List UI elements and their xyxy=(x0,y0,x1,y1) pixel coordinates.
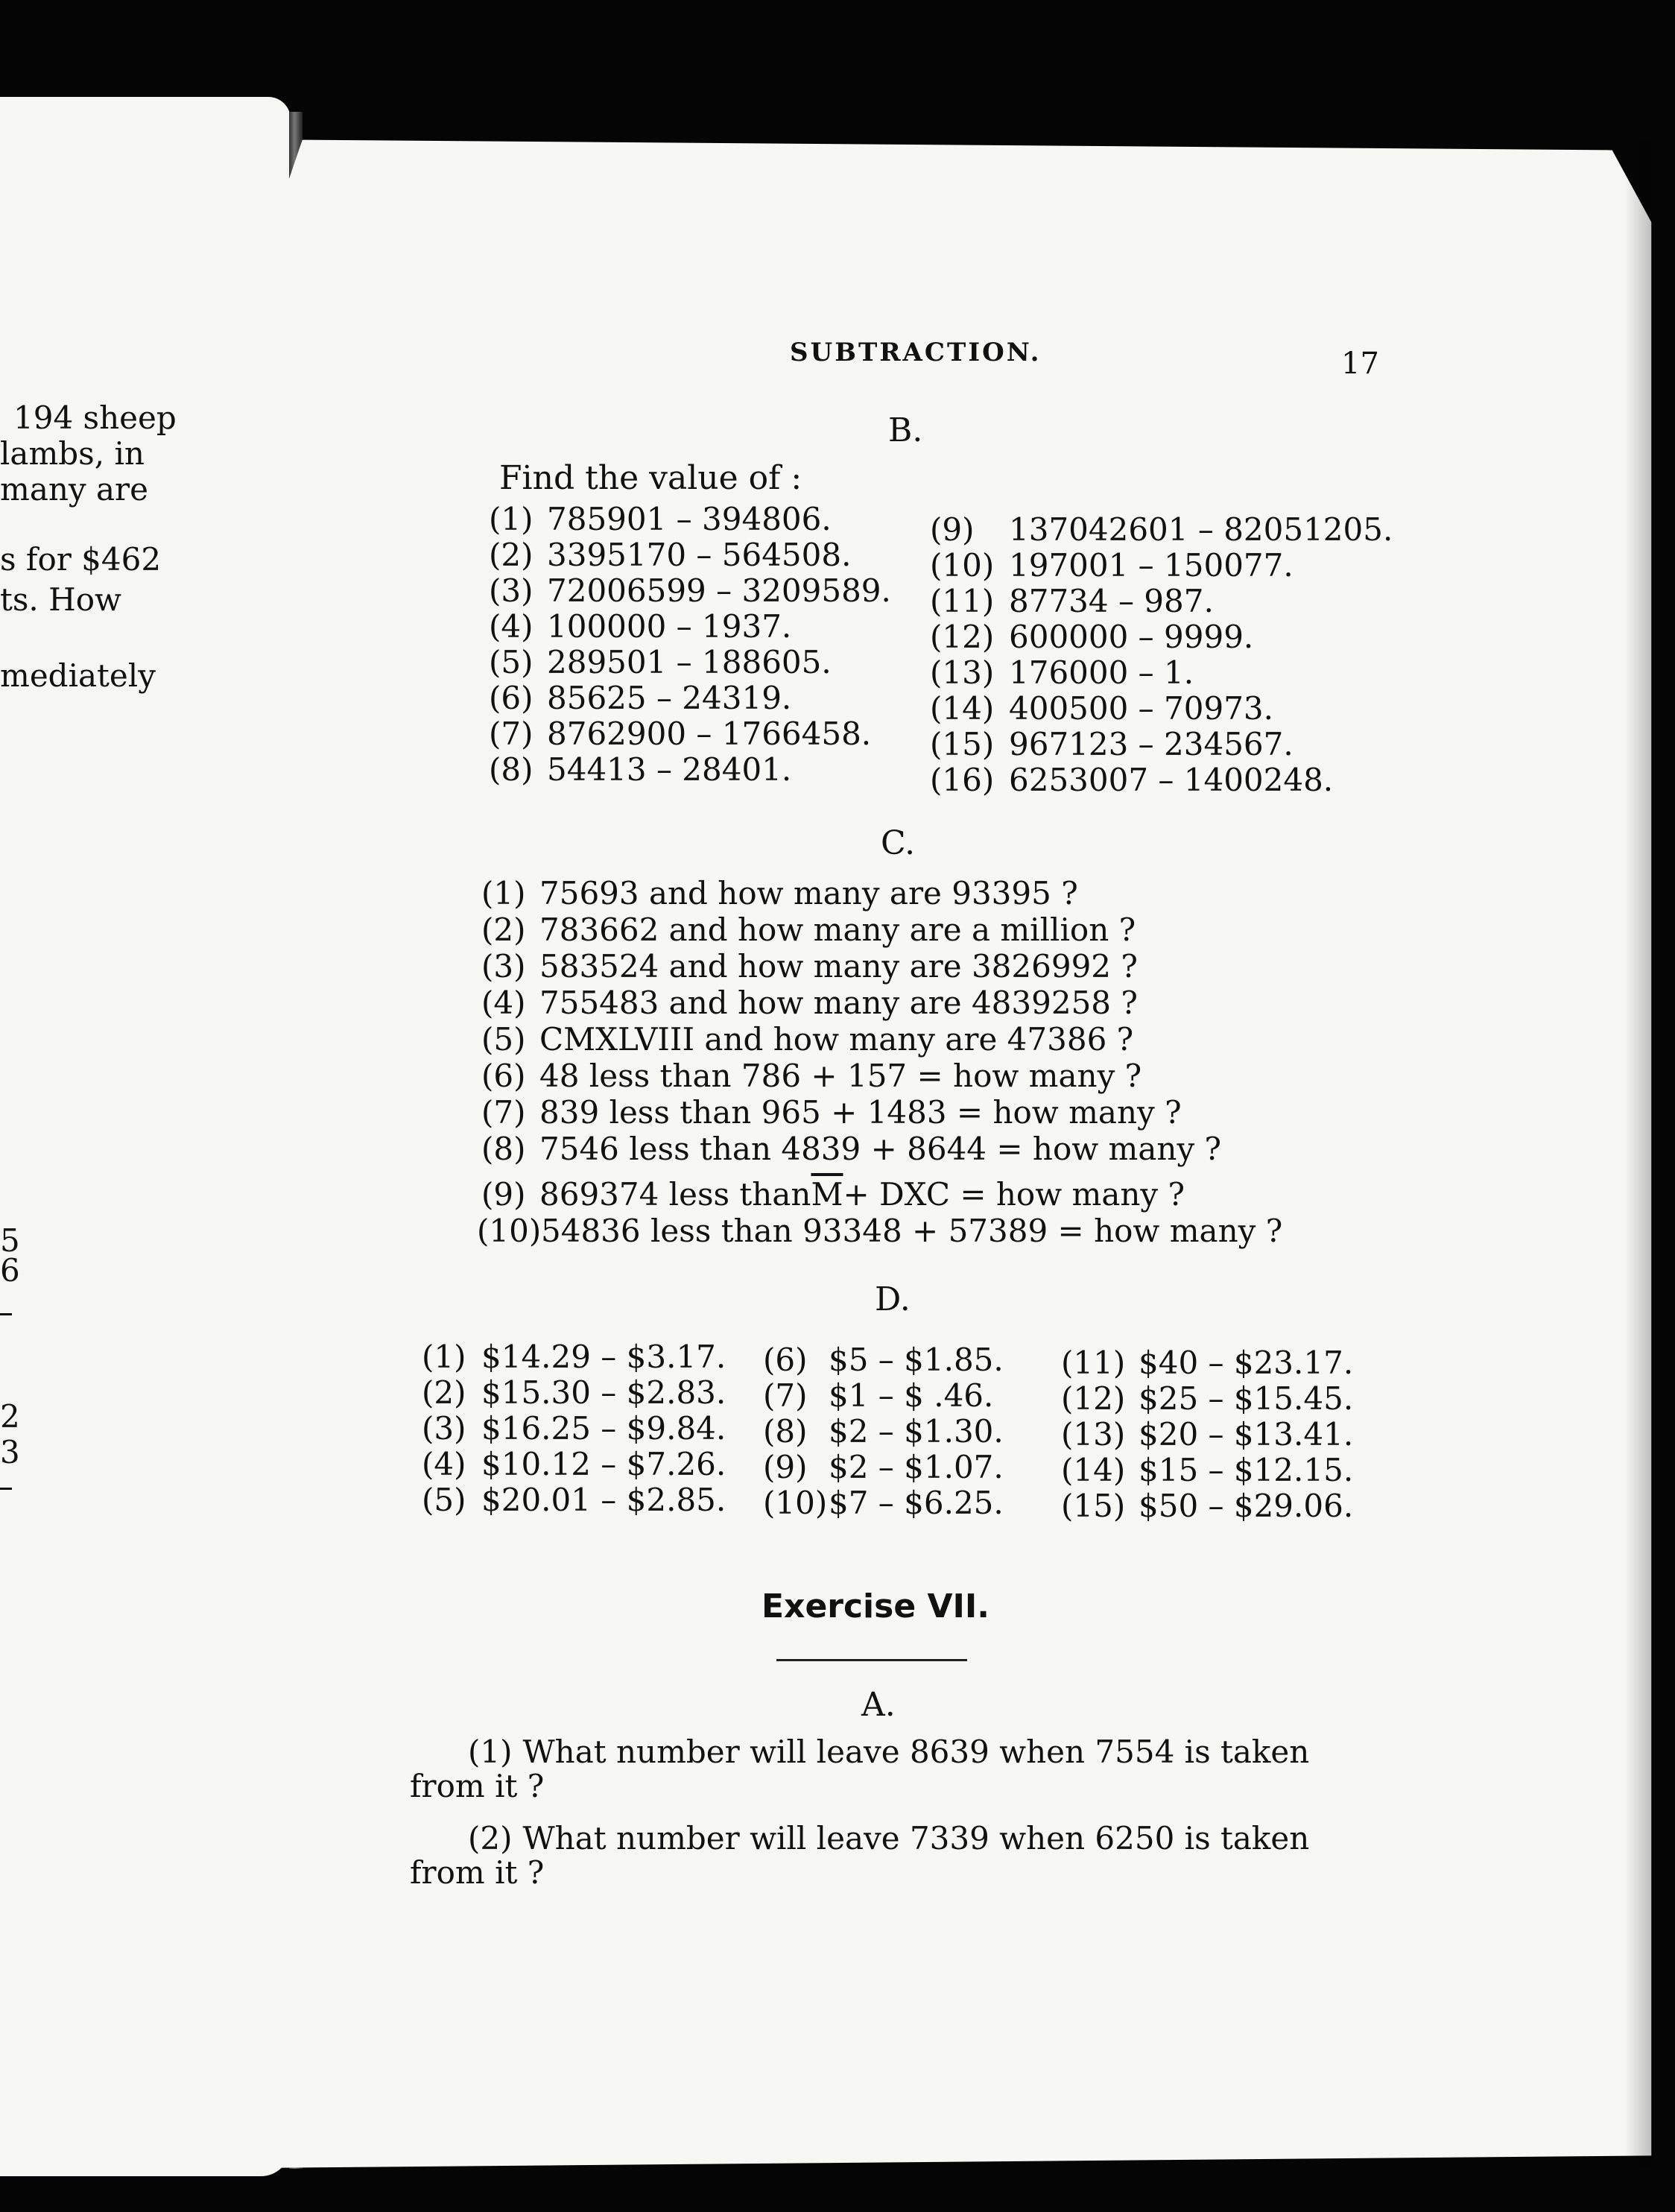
item-number: (1) xyxy=(468,1734,513,1770)
section-b-item xyxy=(489,608,792,645)
item-expression: 967123 – 234567. xyxy=(1009,726,1294,762)
item-text: 7546 less than 4839 + 8644 = how many ? xyxy=(539,1131,1222,1167)
left-fragment-rule xyxy=(0,1313,12,1315)
item-number: (4) xyxy=(422,1446,466,1482)
item-number: (9) xyxy=(930,511,975,548)
item-text: 869374 less than xyxy=(539,1176,811,1213)
section-c-item xyxy=(477,1213,1283,1249)
item-number: (15) xyxy=(930,726,995,762)
item-expression: $1 – $ .46. xyxy=(829,1377,994,1414)
section-b-item xyxy=(489,751,792,788)
item-expression: $10.12 – $7.26. xyxy=(481,1446,726,1482)
item-number: (6) xyxy=(489,680,533,716)
item-number: (4) xyxy=(481,985,526,1021)
left-fragment: 2 xyxy=(0,1398,20,1435)
item-text: What number will leave 7339 when 6250 is taken xyxy=(522,1820,1310,1856)
item-number: (10) xyxy=(763,1485,828,1521)
section-d-item xyxy=(422,1374,726,1411)
item-text: + DXC = how many ? xyxy=(843,1176,1185,1213)
item-text: CMXLVIII and how many are 47386 ? xyxy=(539,1021,1134,1058)
item-expression: $14.29 – $3.17. xyxy=(481,1339,726,1375)
item-number: (1) xyxy=(481,875,526,911)
item-number: (8) xyxy=(481,1131,526,1167)
item-text: 583524 and how many are 3826992 ? xyxy=(539,948,1138,985)
exercise-item xyxy=(468,1820,1310,1856)
section-c-item xyxy=(481,875,1078,911)
item-number: (2) xyxy=(468,1820,513,1856)
item-number: (1) xyxy=(422,1339,466,1375)
section-d-item xyxy=(763,1344,1004,1376)
item-expression: $16.25 – $9.84. xyxy=(481,1410,726,1447)
item-expression: $20.01 – $2.85. xyxy=(481,1482,726,1518)
item-expression: $7 – $6.25. xyxy=(829,1485,1004,1521)
item-number: (8) xyxy=(489,751,533,788)
section-c-item xyxy=(481,1058,1142,1094)
item-text: 839 less than 965 + 1483 = how many ? xyxy=(539,1094,1182,1131)
item-number: (10) xyxy=(930,547,995,584)
running-title: SUBTRACTION. xyxy=(790,338,1042,367)
item-expression: 176000 – 1. xyxy=(1009,654,1194,691)
section-b-item xyxy=(489,715,872,752)
left-fragment-rule xyxy=(0,1488,12,1490)
section-b-item xyxy=(489,537,852,573)
section-b-item xyxy=(489,680,792,716)
section-d-item xyxy=(422,1339,726,1375)
left-fragment: 5 xyxy=(0,1222,20,1259)
section-c-item xyxy=(481,1021,1134,1058)
left-fragment: 194 sheep xyxy=(13,399,177,436)
item-number: (9) xyxy=(481,1176,526,1213)
item-expression: 785901 – 394806. xyxy=(547,501,832,537)
item-expression: $15.30 – $2.83. xyxy=(481,1374,726,1411)
item-expression: $2 – $1.07. xyxy=(829,1449,1004,1485)
item-expression: 600000 – 9999. xyxy=(1009,619,1254,655)
item-text: 48 less than 786 + 157 = how many ? xyxy=(539,1058,1142,1094)
page-edge-shadow xyxy=(1624,142,1654,2169)
left-fragment: mediately xyxy=(0,657,156,694)
item-expression: $5 – $1.85. xyxy=(829,1342,1004,1378)
section-c-item xyxy=(481,1176,1185,1213)
section-d-item xyxy=(422,1410,726,1447)
item-expression: $25 – $15.45. xyxy=(1139,1380,1354,1417)
section-b-item xyxy=(930,690,1273,727)
item-number: (1) xyxy=(489,501,533,537)
section-d-item xyxy=(1061,1344,1354,1381)
left-fragment: lambs, in xyxy=(0,435,145,472)
item-expression: 3395170 – 564508. xyxy=(547,537,852,573)
item-expression: 54413 – 28401. xyxy=(547,751,792,788)
section-b-item xyxy=(930,583,1214,619)
section-b-intro: Find the value of : xyxy=(499,459,802,497)
section-d-item xyxy=(1061,1416,1354,1453)
exercise-rule xyxy=(776,1659,967,1661)
section-b-item xyxy=(930,547,1294,584)
left-fragment: s for $462 xyxy=(0,541,162,578)
item-number: (11) xyxy=(930,583,995,619)
item-expression: $20 – $13.41. xyxy=(1139,1416,1354,1453)
section-d-item xyxy=(1061,1488,1354,1524)
item-expression: 6253007 – 1400248. xyxy=(1009,762,1334,798)
item-number: (12) xyxy=(930,619,995,655)
item-number: (5) xyxy=(481,1021,526,1058)
item-expression: $50 – $29.06. xyxy=(1139,1488,1354,1524)
item-number: (13) xyxy=(930,654,995,691)
item-expression: 100000 – 1937. xyxy=(547,608,792,645)
section-d-item xyxy=(763,1485,1004,1521)
section-b-item xyxy=(930,511,1393,548)
section-b-item xyxy=(930,619,1254,655)
exercise-subheading: A. xyxy=(861,1686,896,1724)
item-number: (6) xyxy=(763,1342,808,1378)
item-number: (2) xyxy=(489,537,533,573)
item-number: (10) xyxy=(477,1213,542,1249)
item-expression: 85625 – 24319. xyxy=(547,680,792,716)
section-d-item xyxy=(1061,1380,1354,1417)
section-d-heading: D. xyxy=(875,1280,911,1318)
item-expression: 72006599 – 3209589. xyxy=(547,572,891,609)
section-d-item xyxy=(422,1446,726,1482)
item-number: (13) xyxy=(1061,1416,1126,1453)
item-expression: $15 – $12.15. xyxy=(1139,1452,1354,1488)
item-number: (3) xyxy=(489,572,533,609)
section-d-item xyxy=(763,1413,1004,1450)
section-c-heading: C. xyxy=(881,824,916,862)
item-text: 783662 and how many are a million ? xyxy=(539,911,1136,948)
item-number: (7) xyxy=(489,715,533,752)
exercise-item-continuation: from it ? xyxy=(410,1854,545,1891)
item-number: (2) xyxy=(422,1374,466,1411)
item-expression: 87734 – 987. xyxy=(1009,583,1214,619)
item-number: (2) xyxy=(481,911,526,948)
item-text: 75693 and how many are 93395 ? xyxy=(539,875,1078,911)
section-c-item xyxy=(481,1131,1222,1167)
item-expression: 197001 – 150077. xyxy=(1009,547,1294,584)
section-b-item xyxy=(930,762,1334,798)
section-c-item xyxy=(481,1094,1182,1131)
item-number: (5) xyxy=(422,1482,466,1518)
left-fragment: many are xyxy=(0,471,148,508)
item-expression: 8762900 – 1766458. xyxy=(547,715,872,752)
section-b-item xyxy=(930,654,1194,691)
item-number: (8) xyxy=(763,1413,808,1450)
section-d-item xyxy=(1061,1452,1354,1488)
section-b-heading: B. xyxy=(888,411,923,449)
item-number: (3) xyxy=(481,948,526,985)
roman-numeral-thousand: $\overline{M}$ xyxy=(811,1176,843,1213)
section-d-item xyxy=(422,1482,726,1518)
item-number: (14) xyxy=(1061,1452,1126,1488)
page-number: 17 xyxy=(1341,347,1379,381)
section-b-item xyxy=(489,644,832,680)
left-fragment: 6 xyxy=(0,1252,20,1289)
section-b-item xyxy=(930,726,1294,762)
item-number: (6) xyxy=(481,1058,526,1094)
section-b-item xyxy=(489,572,891,609)
item-expression: 289501 – 188605. xyxy=(547,644,832,680)
item-number: (4) xyxy=(489,608,533,645)
section-c-item xyxy=(481,987,1138,1019)
section-c-item xyxy=(481,948,1138,985)
exercise-item-continuation: from it ? xyxy=(410,1768,545,1804)
item-number: (5) xyxy=(489,644,533,680)
item-number: (16) xyxy=(930,762,995,798)
item-expression: $40 – $23.17. xyxy=(1139,1344,1354,1381)
section-b-item xyxy=(489,501,832,537)
item-number: (3) xyxy=(422,1410,466,1447)
section-c-item xyxy=(481,911,1136,948)
item-text: What number will leave 8639 when 7554 is taken xyxy=(522,1734,1310,1770)
item-number: (7) xyxy=(481,1094,526,1131)
left-fragment: 3 xyxy=(0,1434,20,1470)
left-fragment: ts. How xyxy=(0,581,121,618)
item-number: (9) xyxy=(763,1449,808,1485)
item-text: 755483 and how many are 4839258 ? xyxy=(539,985,1138,1021)
item-text: 54836 less than 93348 + 57389 = how many ? xyxy=(541,1213,1283,1249)
item-number: (7) xyxy=(763,1377,808,1414)
item-number: (15) xyxy=(1061,1488,1126,1524)
item-number: (11) xyxy=(1061,1344,1126,1381)
section-d-item xyxy=(763,1377,994,1414)
exercise-item xyxy=(468,1734,1310,1770)
item-number: (12) xyxy=(1061,1380,1126,1417)
exercise-title: Exercise VII. xyxy=(761,1587,990,1625)
item-number: (14) xyxy=(930,690,995,727)
item-expression: $2 – $1.30. xyxy=(829,1413,1004,1450)
item-expression: 400500 – 70973. xyxy=(1009,690,1273,727)
item-expression: 137042601 – 82051205. xyxy=(1009,511,1393,548)
section-d-item xyxy=(763,1449,1004,1485)
